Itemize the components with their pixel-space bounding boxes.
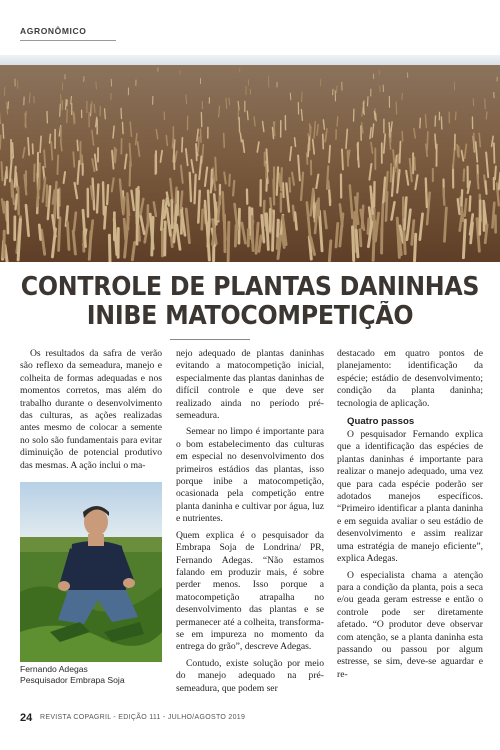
crop-stalk (0, 135, 1, 149)
crop-stalk (302, 92, 303, 101)
crop-stalk (444, 208, 446, 241)
crop-stalk (325, 211, 327, 228)
section-tag-underline (20, 40, 116, 41)
crop-stalk (336, 223, 338, 247)
crop-stalk (205, 201, 206, 222)
crop-stalk (51, 142, 52, 160)
crop-stalk (89, 232, 91, 260)
crop-stalk (3, 124, 4, 138)
crop-stalk (105, 109, 106, 119)
paragraph: nejo adequado de plantas daninhas evitando a matocompetição inicial, especialmente das plantas daninhas de difícil controle e que deve ser realizado ainda no período pré-semeadura. (176, 348, 324, 422)
crop-stalk (402, 93, 403, 99)
subheading: Quatro passos (347, 416, 415, 428)
crop-stalk (186, 95, 187, 104)
article-column-3 (337, 348, 483, 685)
crop-stalk (208, 191, 209, 221)
crop-stalk (465, 199, 467, 216)
crop-stalk (66, 99, 67, 109)
crop-stalk (295, 213, 297, 230)
paragraph: O especialista chama a atenção para a condição da planta, pois a seca e/ou geada geram estresse e então o controle pode ser diretamente afetado. “O produtor deve observar com atenção, se a planta daninha esta passando ou passou por algum estresse, se sim, deve-se aguardar e re- (337, 569, 483, 680)
crop-stalk (485, 99, 486, 109)
crop-stalk (123, 197, 124, 214)
crop-stalk (380, 86, 381, 92)
crop-stalk (277, 167, 278, 195)
crop-stalk (15, 167, 16, 187)
crop-stalk (265, 214, 266, 231)
crop-stalk (18, 187, 19, 214)
crop-stalk (281, 168, 282, 191)
crop-stalk (479, 133, 480, 146)
crop-stalk (40, 136, 41, 152)
crop-stalk (211, 170, 212, 189)
crop-stalk (289, 178, 290, 192)
crop-stalk (39, 225, 40, 240)
divider (170, 339, 250, 340)
crop-stalk (386, 192, 387, 220)
crop-stalk (457, 145, 458, 156)
headline-line-1: CONTROLE DE PLANTAS DANINHAS (20, 272, 480, 302)
crop-stalk (342, 149, 343, 169)
crop-stalk (427, 132, 428, 150)
crop-stalk (425, 115, 426, 128)
crop-stalk (470, 196, 471, 210)
crop-stalk (295, 138, 296, 146)
crop-stalk (362, 206, 363, 228)
crop-stalk (464, 169, 465, 180)
crop-stalk (195, 175, 196, 204)
crop-stalk (373, 221, 375, 260)
crop-stalk (283, 183, 284, 197)
crop-stalk (91, 102, 92, 114)
crop-stalk (28, 138, 29, 155)
crop-stalk (103, 182, 104, 214)
researcher-photo (20, 482, 162, 662)
crop-stalk (329, 241, 330, 261)
crop-stalk (50, 134, 51, 143)
publication-info: REVISTA COPAGRIL - EDIÇÃO 111 - JULHO/AGOSTO 2019 (40, 714, 246, 721)
article-column-2 (176, 348, 324, 699)
crop-stalk (229, 175, 230, 186)
crop-stalk (235, 225, 236, 246)
crop-stalk (337, 117, 338, 126)
crop-stalk (414, 157, 415, 169)
paragraph: Semear no limpo é importante para o bom estabelecimento das culturas em especial no desenvolvimento dos primeiros estádios das plantas, isso porque inibe a matocompetição, ocasionada pela competição entre planta daninha e cultivar por água, luz e nutrientes. (176, 426, 324, 525)
crop-stalk (310, 126, 311, 139)
crop-stalk (7, 202, 8, 233)
headline-line-2: INIBE MATOCOMPETIÇÃO (86, 301, 414, 331)
crop-stalk (57, 155, 58, 174)
crop-stalk (368, 219, 369, 234)
crop-stalk (307, 153, 308, 164)
crop-stalk (327, 166, 328, 189)
crop-stalk (190, 173, 191, 201)
crop-stalk (166, 136, 167, 146)
crop-stalk (486, 112, 487, 119)
crop-stalk (277, 220, 278, 236)
crop-stalk (226, 98, 227, 108)
crop-stalk (107, 185, 108, 204)
crop-stalk (486, 181, 487, 194)
paragraph: Os resultados da safra de verão são reflexo da semeadura, manejo e colheita de formas adequadas e nos momentos corretos, mas além do trabalho durante o desenvolvimento das culturas, as ações realizadas antes mesmo de colocar a semente no solo são fundamentais para evitar diminuição de potencial produtivo das mesmas. A ação inclui o ma- (20, 348, 162, 471)
crop-stalk (172, 200, 173, 227)
crop-stalk (353, 227, 354, 261)
crop-field-image (0, 55, 500, 262)
crop-stalk (323, 134, 324, 148)
crop-stalk (64, 172, 65, 183)
crop-stalk (198, 137, 199, 151)
crop-stalk (360, 230, 361, 246)
crop-stalk (400, 142, 401, 163)
crop-stalk (363, 101, 364, 113)
caption-role: Pesquisador Embrapa Soja (20, 674, 125, 685)
crop-stalk (122, 122, 123, 133)
crop-stalk (223, 192, 224, 220)
crop-stalk (239, 209, 240, 243)
crop-stalk (485, 225, 487, 243)
crop-stalk (250, 89, 251, 94)
crop-stalk (77, 140, 78, 150)
paragraph: Contudo, existe solução por meio do manejo adequado na pré-semeadura, que podem ser (176, 657, 324, 694)
crop-stalk (215, 158, 216, 181)
crop-stalk (29, 93, 30, 103)
crop-stalk (2, 162, 3, 180)
crop-stalk (138, 225, 139, 240)
crop-stalk (67, 222, 69, 249)
crop-stalk (329, 191, 330, 205)
paragraph: destacado em quatro pontos de planejamento: identificação da espécie; estádio de desenvolvimento; condição da planta daninha; tecnologia de aplicação. (337, 348, 483, 409)
crop-stalk (233, 181, 234, 196)
crop-stalk (495, 166, 496, 179)
crop-stalk (16, 195, 17, 210)
crop-stalk (356, 230, 358, 257)
crop-stalk (272, 127, 273, 138)
crop-stalk (44, 150, 45, 167)
crop-stalk (202, 210, 203, 230)
crop-stalk (274, 180, 275, 205)
page-number: 24 (20, 712, 33, 724)
crop-stalk (60, 104, 61, 116)
crop-stalk (200, 129, 201, 142)
crop-stalk (471, 223, 473, 243)
crop-stalk (228, 222, 229, 260)
crop-stalk (109, 235, 110, 262)
crop-stalk (463, 220, 465, 258)
caption-name: Fernando Adegas (20, 664, 88, 674)
section-tag: AGRONÔMICO (20, 26, 87, 36)
crop-stalk (247, 111, 248, 120)
crop-stalk (290, 93, 291, 100)
photo-caption (20, 664, 170, 685)
crop-stalk (443, 189, 444, 205)
paragraph: O pesquisador Fernando explica que a identificação das espécies de plantas daninhas é importante para realizar o manejo adequado, uma vez que para cada espécie poderão ser adotados manejos específicos. “Primeiro identificar a planta daninha e em seguida avaliar o seu estádio de desenvolvimento e assim realizar uma estratégia de manejo eficiente”, explica Adegas. (337, 429, 483, 565)
crop-stalk (114, 148, 115, 162)
crop-stalk (224, 133, 225, 147)
crop-stalk (477, 175, 478, 189)
crop-stalk (415, 234, 416, 261)
crop-stalk (329, 146, 330, 163)
article-column-1 (20, 348, 162, 476)
crop-stalk (73, 152, 74, 167)
paragraph: Quem explica é o pesquisador da Embrapa Soja de Londrina/ PR, Fernando Adegas. “Não estamos falando em produzir mais, é sobre perder menos. Isso porque a matocompetição atrapalha no desenvolvimento das plantas e se permanecer até a colheita, transforma-se em impureza no momento da entrega do grão”, descreve Adegas. (176, 529, 324, 653)
crop-stalk (182, 138, 183, 152)
crop-stalk (356, 193, 357, 222)
crop-stalk (462, 190, 463, 206)
crop-stalk (121, 108, 122, 118)
crop-stalk (130, 162, 131, 186)
crop-stalk (348, 151, 349, 166)
crop-stalk (25, 113, 26, 127)
crop-stalk (97, 184, 98, 212)
crop-stalk (389, 123, 390, 137)
crop-stalk (12, 143, 13, 158)
crop-stalk (426, 178, 427, 207)
crop-stalk (59, 218, 60, 251)
crop-stalk (420, 118, 421, 128)
crop-stalk (198, 191, 199, 223)
crop-stalk (252, 217, 254, 251)
crop-stalk (336, 86, 337, 93)
crop-stalk (494, 143, 495, 163)
crop-stalk (229, 98, 230, 105)
crop-stalk (71, 96, 72, 104)
